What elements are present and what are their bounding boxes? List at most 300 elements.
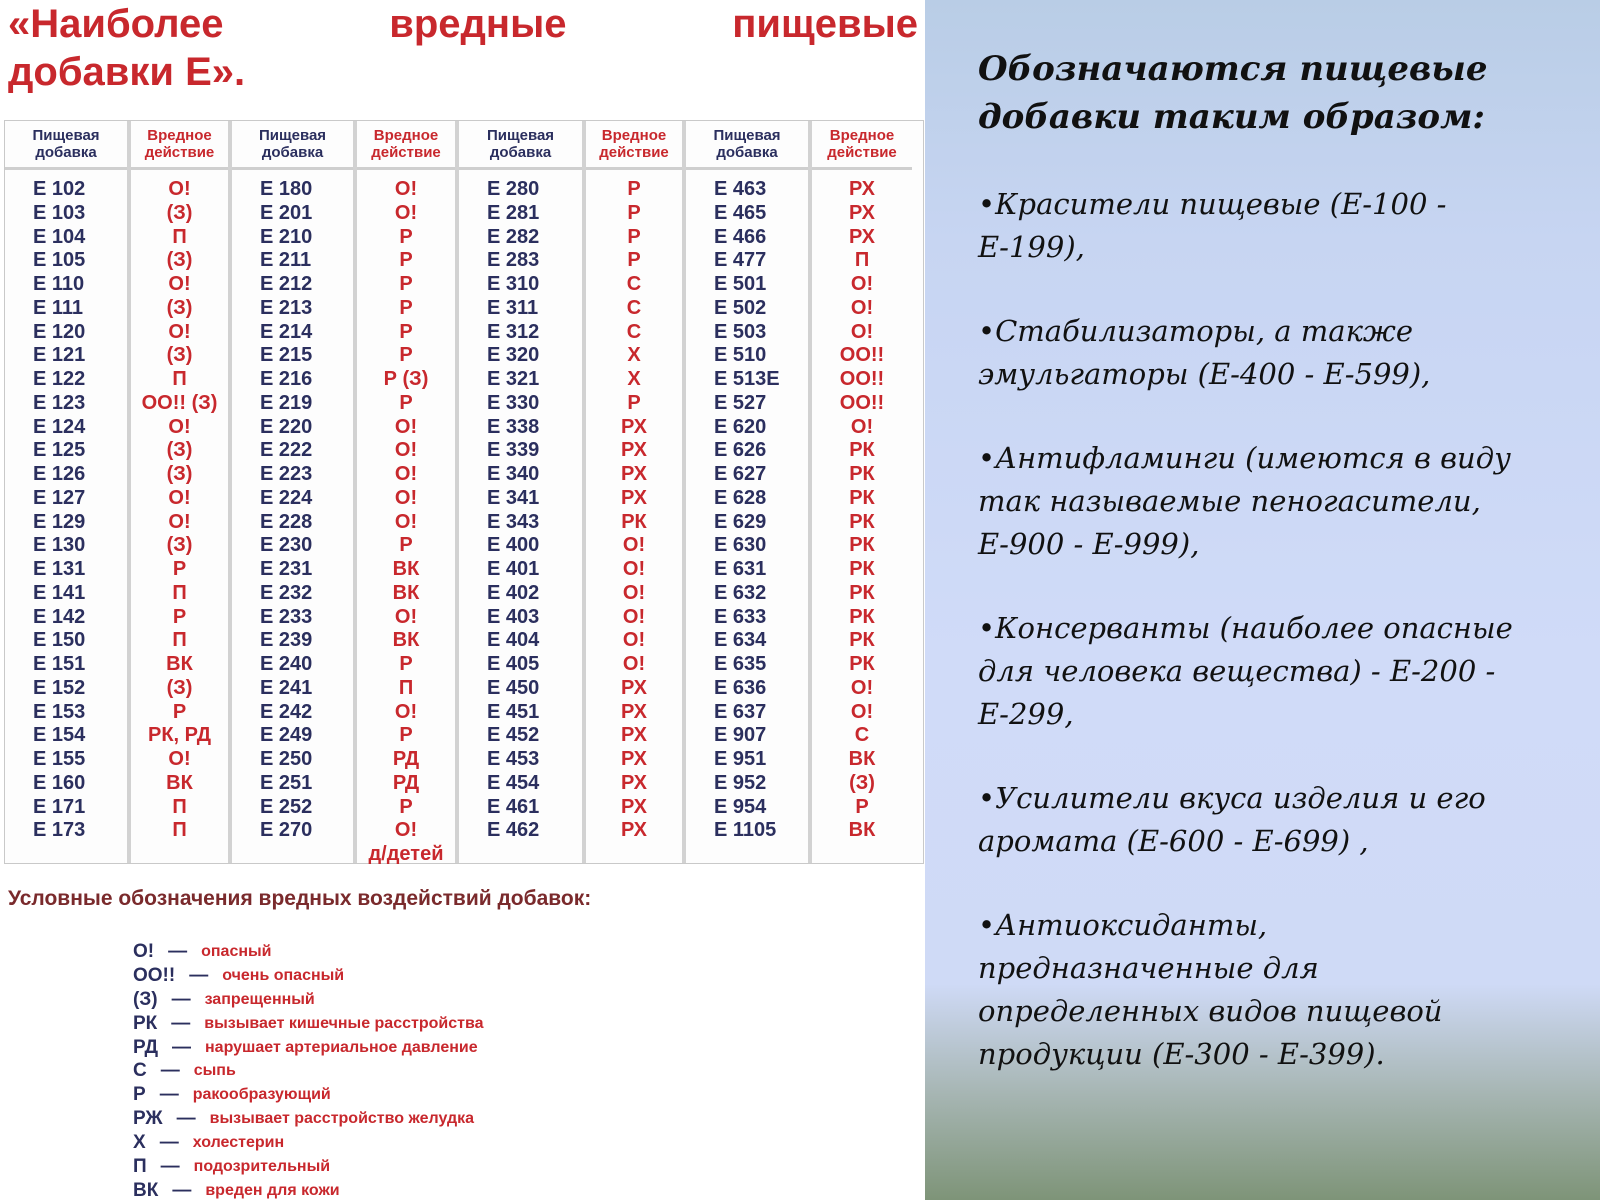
- additive-code-cell: Е 461: [487, 795, 540, 818]
- additive-code-cell: Е 211: [260, 249, 312, 272]
- legend-text: сыпь: [193, 1062, 236, 1080]
- additive-code-cell: Е 403: [487, 605, 540, 628]
- additive-code-cell: Е 141: [33, 581, 86, 604]
- harmful-effect-cell: С: [626, 273, 642, 295]
- legend-dash: —: [160, 1155, 180, 1177]
- column-header: Вредное действие: [131, 121, 228, 170]
- effect-column: [586, 121, 686, 863]
- additive-code-cell: Е 151: [33, 653, 86, 675]
- harmful-effect-cell: П: [172, 819, 187, 842]
- harmful-effect-cell: Р: [627, 178, 641, 200]
- additive-code-cell: Е 281: [487, 201, 540, 224]
- legend-item: [133, 1059, 693, 1083]
- additive-code-cell: Е 105: [33, 249, 86, 272]
- legend-dash: —: [168, 940, 188, 962]
- additive-code-cell: Е 527: [714, 391, 767, 414]
- additive-code-cell: Е 341: [487, 486, 540, 509]
- harmful-effect-cell: Р: [399, 653, 413, 675]
- additive-code-cell: Е 283: [487, 249, 540, 272]
- legend-code: О!: [133, 940, 155, 962]
- harmful-effect-cell: РК: [849, 439, 875, 462]
- harmful-effect-cell: (З): [166, 534, 193, 557]
- legend-item: [133, 940, 693, 964]
- additive-code-cell: Е 212: [260, 273, 313, 295]
- additive-code-cell: Е 632: [714, 581, 767, 604]
- legend-code: РЖ: [133, 1108, 163, 1130]
- legend-code: П: [133, 1155, 147, 1177]
- title-word: «Наиболее: [8, 2, 224, 46]
- harmful-effect-cell: О!: [850, 700, 874, 723]
- additive-code-cell: Е 231: [260, 558, 313, 580]
- additive-code-cell: Е 450: [487, 676, 540, 699]
- legend-item: [133, 964, 693, 988]
- legend-code: С: [133, 1060, 147, 1082]
- harmful-effect-cell: ОО!! (З): [141, 391, 218, 414]
- harmful-effect-cell: РХ: [621, 439, 647, 462]
- harmful-effect-cell: О!: [850, 415, 874, 438]
- additive-code-cell: Е 142: [33, 605, 86, 628]
- additive-code-cell: Е 222: [260, 439, 313, 462]
- harmful-effect-cell: Р: [627, 201, 641, 224]
- additive-code-cell: Е 463: [714, 178, 767, 200]
- harmful-effect-cell: Р: [627, 225, 641, 248]
- legend-code: ОО!!: [133, 964, 176, 986]
- harmful-effect-cell: ВК: [848, 819, 876, 842]
- legend-code: Х: [133, 1132, 146, 1154]
- harmful-effect-cell: РК: [621, 510, 647, 533]
- legend-item: [133, 1012, 693, 1036]
- harmful-effect-cell: д/детей: [368, 843, 444, 865]
- additive-code-cell: Е 954: [714, 795, 767, 818]
- additive-code-cell: Е 126: [33, 463, 86, 485]
- harmful-effect-cell: РХ: [849, 178, 875, 200]
- additive-code-cell: Е 251: [260, 771, 313, 794]
- harmful-effect-cell: РК: [849, 463, 875, 485]
- additive-code-cell: Е 477: [714, 249, 767, 272]
- harmful-effect-cell: О!: [850, 296, 874, 319]
- code-column: [5, 121, 131, 863]
- harmful-effect-cell: Р: [399, 273, 413, 295]
- harmful-effect-cell: РХ: [621, 463, 647, 485]
- additive-code-cell: Е 155: [33, 748, 86, 770]
- harmful-effect-cell: Р: [172, 558, 187, 580]
- harmful-effect-cell: О!: [394, 819, 418, 842]
- harmful-effect-cell: Р: [172, 605, 187, 628]
- additive-code-cell: Е 242: [260, 700, 313, 723]
- additive-code-cell: Е 510: [714, 344, 767, 367]
- legend-text: нарушает артериальное давление: [205, 1038, 478, 1056]
- legend-dash: —: [171, 1012, 191, 1034]
- description-list: [978, 183, 1538, 1117]
- harmful-effect-cell: РК: [849, 558, 875, 580]
- additive-code-cell: Е 228: [260, 510, 313, 533]
- legend-item: [133, 1155, 693, 1179]
- effect-column: [131, 121, 232, 863]
- additive-code-cell: Е 951: [714, 748, 767, 770]
- harmful-effect-cell: ВК: [848, 748, 876, 770]
- additive-code-cell: Е 120: [33, 320, 86, 343]
- legend-text: вреден для кожи: [205, 1181, 340, 1199]
- code-column: [459, 121, 586, 863]
- harmful-effect-cell: Р: [399, 391, 413, 414]
- harmful-effect-cell: О!: [394, 201, 418, 224]
- column-header: Пищевая добавка: [459, 121, 582, 170]
- additive-code-cell: Е 252: [260, 795, 313, 818]
- harmful-effect-cell: Р: [399, 534, 413, 557]
- additive-code-cell: Е 121: [33, 344, 86, 367]
- harmful-effect-cell: Р: [399, 344, 413, 367]
- list-item: •Консерванты (наиболее опасные для человека вещества) - Е-200 - Е-299,: [978, 611, 1513, 731]
- harmful-effect-cell: П: [172, 629, 187, 652]
- harmful-effect-cell: О!: [394, 178, 418, 200]
- additive-code-cell: Е 152: [33, 676, 86, 699]
- additive-code-cell: Е 405: [487, 653, 540, 675]
- additive-code-cell: Е 210: [260, 225, 313, 248]
- additive-code-cell: Е 404: [487, 629, 540, 652]
- harmful-effect-cell: Р: [399, 724, 413, 747]
- additive-code-cell: Е 232: [260, 581, 313, 604]
- harmful-effect-cell: РХ: [621, 700, 647, 723]
- additive-code-cell: Е 224: [260, 486, 313, 509]
- harmful-effect-cell: О!: [168, 748, 191, 770]
- column-header: Пищевая добавка: [686, 121, 808, 170]
- legend-item: [133, 1179, 693, 1203]
- legend-text: опасный: [201, 942, 272, 960]
- legend-code: ВК: [133, 1179, 159, 1201]
- harmful-effect-cell: Р: [399, 225, 413, 248]
- harmful-effect-cell: Р (З): [383, 368, 429, 390]
- additive-code-cell: Е 513Е: [714, 368, 780, 390]
- harmful-effect-cell: П: [172, 225, 187, 248]
- harmful-effect-cell: Р: [399, 320, 413, 343]
- additive-code-cell: Е 250: [260, 748, 313, 770]
- effect-column: [812, 121, 912, 863]
- harmful-effect-cell: О!: [394, 415, 418, 438]
- code-column: [232, 121, 357, 863]
- harmful-effect-cell: РХ: [621, 771, 647, 794]
- harmful-effect-cell: ВК: [392, 558, 420, 580]
- additive-code-cell: Е 171: [33, 795, 86, 818]
- additive-code-cell: Е 628: [714, 486, 767, 509]
- harmful-effect-cell: О!: [394, 463, 418, 485]
- additive-code-cell: Е 214: [260, 320, 313, 343]
- additive-code-cell: Е 633: [714, 605, 767, 628]
- harmful-effect-cell: ВК: [392, 629, 420, 652]
- additive-code-cell: Е 131: [33, 558, 86, 580]
- additive-code-cell: Е 282: [487, 225, 540, 248]
- additive-code-cell: Е 321: [487, 368, 540, 390]
- additive-code-cell: Е 635: [714, 653, 767, 675]
- legend-dash: —: [160, 1060, 180, 1082]
- legend-code: РД: [133, 1036, 159, 1058]
- additive-code-cell: Е 330: [487, 391, 540, 414]
- harmful-effect-cell: (З): [166, 344, 193, 367]
- legend-dash: —: [159, 1084, 179, 1106]
- harmful-effect-cell: Р: [855, 795, 869, 818]
- additive-code-cell: Е 637: [714, 700, 767, 723]
- harmful-effect-cell: ВК: [392, 581, 420, 604]
- additive-code-cell: Е 636: [714, 676, 767, 699]
- additive-code-cell: Е 239: [260, 629, 313, 652]
- harmful-effect-cell: ВК: [166, 653, 193, 675]
- additive-code-cell: Е 634: [714, 629, 767, 652]
- column-header: Пищевая добавка: [232, 121, 353, 170]
- harmful-effect-cell: РХ: [621, 819, 647, 842]
- additive-code-cell: Е 180: [260, 178, 313, 200]
- additive-code-cell: Е 340: [487, 463, 540, 485]
- harmful-effect-cell: (З): [166, 201, 193, 224]
- harmful-effect-cell: О!: [622, 629, 646, 652]
- harmful-effect-cell: РК: [849, 510, 875, 533]
- list-item: •Усилители вкуса изделия и его аромата (Е-600 - Е-699) ,: [978, 781, 1486, 858]
- harmful-effect-cell: РХ: [621, 415, 647, 438]
- additive-code-cell: Е 402: [487, 581, 540, 604]
- harmful-effect-cell: Р: [399, 795, 413, 818]
- harmful-effect-cell: РК: [849, 629, 875, 652]
- additive-code-cell: Е 452: [487, 724, 540, 747]
- additive-code-cell: Е 343: [487, 510, 540, 533]
- harmful-effect-cell: О!: [622, 653, 646, 675]
- legend-text: ракообразующий: [192, 1086, 331, 1104]
- harmful-effect-cell: О!: [622, 581, 646, 604]
- additive-code-cell: Е 129: [33, 510, 86, 533]
- additive-code-cell: Е 311: [487, 296, 539, 319]
- legend-item: [133, 1107, 693, 1131]
- legend-item: [133, 1083, 693, 1107]
- harmful-effect-cell: (З): [166, 439, 193, 462]
- harmful-effect-cell: П: [172, 795, 187, 818]
- additive-code-cell: Е 466: [714, 225, 767, 248]
- harmful-effect-cell: РХ: [621, 795, 647, 818]
- legend-item: [133, 1131, 693, 1155]
- additive-code-cell: Е 123: [33, 391, 86, 414]
- harmful-effect-cell: РХ: [849, 201, 875, 224]
- harmful-effect-cell: РК: [849, 653, 875, 675]
- title-word: вредные: [389, 2, 567, 46]
- additive-code-cell: Е 130: [33, 534, 86, 557]
- additive-code-cell: Е 220: [260, 415, 313, 438]
- harmful-effect-cell: РХ: [621, 486, 647, 509]
- harmful-effect-cell: О!: [168, 486, 191, 509]
- additive-code-cell: Е 629: [714, 510, 767, 533]
- harmful-effect-cell: П: [172, 368, 187, 390]
- harmful-effect-cell: О!: [168, 415, 191, 438]
- additive-code-cell: Е 216: [260, 368, 313, 390]
- additive-code-cell: Е 501: [714, 273, 767, 295]
- additive-code-cell: Е 280: [487, 178, 540, 200]
- legend-code: РК: [133, 1012, 158, 1034]
- harmful-effect-cell: ОО!!: [839, 391, 885, 414]
- additive-code-cell: Е 219: [260, 391, 313, 414]
- harmful-effect-cell: О!: [168, 273, 191, 295]
- column-header: Вредное действие: [586, 121, 682, 170]
- additive-code-cell: Е 104: [33, 225, 86, 248]
- harmful-effect-cell: О!: [850, 320, 874, 343]
- harmful-effect-cell: РХ: [621, 724, 647, 747]
- list-item: •Антифламинги (имеются в виду так называемые пеногасители, Е-900 - Е-999),: [978, 441, 1511, 561]
- harmful-effect-cell: РХ: [621, 748, 647, 770]
- harmful-effect-cell: Р: [627, 391, 641, 414]
- harmful-effect-cell: ОО!!: [839, 368, 885, 390]
- additive-code-cell: Е 310: [487, 273, 540, 295]
- harmful-effect-cell: (З): [166, 249, 193, 272]
- additive-code-cell: Е 620: [714, 415, 767, 438]
- harmful-effect-cell: О!: [168, 178, 191, 200]
- harmful-effect-cell: О!: [394, 439, 418, 462]
- harmful-effect-cell: РД: [392, 771, 420, 794]
- additive-code-cell: Е 462: [487, 819, 540, 842]
- harmful-effect-cell: О!: [622, 534, 646, 557]
- column-header: Вредное действие: [357, 121, 455, 170]
- additive-code-cell: Е 102: [33, 178, 86, 200]
- title-line-2: добавки Е».: [8, 50, 246, 94]
- description-panel: [925, 0, 1600, 1200]
- harmful-effect-cell: РК, РД: [148, 724, 211, 747]
- legend-item: [133, 1036, 693, 1060]
- harmful-effect-cell: Х: [627, 344, 641, 367]
- harmful-effect-cell: (З): [166, 296, 193, 319]
- harmful-effect-cell: РК: [849, 486, 875, 509]
- additive-code-cell: Е 213: [260, 296, 313, 319]
- harmful-effect-cell: С: [626, 320, 642, 343]
- legend-dash: —: [189, 964, 209, 986]
- additive-code-cell: Е 230: [260, 534, 313, 557]
- additive-code-cell: Е 631: [714, 558, 767, 580]
- additive-code-cell: Е 451: [487, 700, 540, 723]
- legend-code: (З): [133, 988, 158, 1010]
- harmful-effect-cell: Р: [399, 296, 413, 319]
- additive-code-cell: Е 223: [260, 463, 313, 485]
- legend-dash: —: [159, 1132, 179, 1154]
- harmful-effect-cell: П: [854, 249, 870, 272]
- additive-code-cell: Е 241: [260, 676, 313, 699]
- harmful-effect-cell: Р: [399, 249, 413, 272]
- additive-code-cell: Е 338: [487, 415, 540, 438]
- additive-code-cell: Е 249: [260, 724, 313, 747]
- additive-code-cell: Е 626: [714, 439, 767, 462]
- additive-code-cell: Е 215: [260, 344, 313, 367]
- legend-text: запрещенный: [204, 990, 315, 1008]
- harmful-effect-cell: ОО!!: [839, 344, 885, 367]
- harmful-effect-cell: Х: [627, 368, 641, 390]
- harmful-effect-cell: О!: [850, 273, 874, 295]
- additive-code-cell: Е 103: [33, 201, 86, 224]
- legend-text: вызывает расстройство желудка: [209, 1110, 475, 1128]
- list-item: •Антиоксиданты, предназначенные для определенных видов пищевой продукции (Е-300 - Е-399).: [978, 908, 1443, 1071]
- additive-code-cell: Е 1105: [714, 819, 777, 842]
- harmful-effect-cell: РД: [392, 748, 420, 770]
- additive-code-cell: Е 502: [714, 296, 767, 319]
- additive-code-cell: Е 173: [33, 819, 86, 842]
- legend-text: вызывает кишечные расстройства: [204, 1014, 484, 1032]
- additive-code-cell: Е 400: [487, 534, 540, 557]
- additive-code-cell: Е 124: [33, 415, 86, 438]
- harmful-effect-cell: О!: [622, 605, 646, 628]
- harmful-effect-cell: (З): [849, 771, 875, 794]
- additive-code-cell: Е 401: [487, 558, 540, 580]
- legend-dash: —: [176, 1108, 196, 1130]
- legend-item: [133, 988, 693, 1012]
- additive-code-cell: Е 122: [33, 368, 86, 390]
- additive-code-cell: Е 270: [260, 819, 313, 842]
- harmful-effect-cell: РК: [849, 605, 875, 628]
- harmful-effect-cell: О!: [622, 558, 646, 580]
- harmful-effect-cell: П: [172, 581, 187, 604]
- harmful-effect-cell: (З): [166, 676, 193, 699]
- harmful-effect-cell: П: [398, 676, 414, 699]
- list-item: •Красители пищевые (Е-100 - Е-199),: [978, 187, 1447, 264]
- additive-code-cell: Е 453: [487, 748, 540, 770]
- additive-code-cell: Е 240: [260, 653, 313, 675]
- description-heading: Обозначаются пищевые добавки таким образом:: [978, 49, 1488, 137]
- additive-code-cell: Е 627: [714, 463, 767, 485]
- legend-code: Р: [133, 1084, 146, 1106]
- additive-code-cell: Е 153: [33, 700, 86, 723]
- legend-title: Условные обозначения вредных воздействий добавок:: [8, 887, 592, 910]
- harmful-effect-cell: Р: [172, 700, 187, 723]
- additive-code-cell: Е 339: [487, 439, 540, 462]
- legend-text: очень опасный: [222, 966, 345, 984]
- harmful-effect-cell: РХ: [621, 676, 647, 699]
- harmful-effect-cell: О!: [850, 676, 874, 699]
- additive-code-cell: Е 233: [260, 605, 313, 628]
- column-header: Пищевая добавка: [5, 121, 127, 170]
- harmful-effect-cell: О!: [168, 510, 191, 533]
- additive-code-cell: Е 110: [33, 273, 85, 295]
- harmful-effect-cell: РК: [849, 534, 875, 557]
- harmful-effect-cell: ВК: [166, 771, 193, 794]
- additive-code-cell: Е 127: [33, 486, 86, 509]
- harmful-effect-cell: РК: [849, 581, 875, 604]
- additive-code-cell: Е 952: [714, 771, 767, 794]
- additive-code-cell: Е 320: [487, 344, 540, 367]
- harmful-effect-cell: О!: [394, 510, 418, 533]
- additive-code-cell: Е 111: [33, 296, 84, 319]
- additive-code-cell: Е 150: [33, 629, 86, 652]
- additive-code-cell: Е 630: [714, 534, 767, 557]
- additive-code-cell: Е 907: [714, 724, 767, 747]
- legend-dash: —: [172, 1036, 192, 1058]
- additive-code-cell: Е 312: [487, 320, 540, 343]
- harmful-effect-cell: РХ: [849, 225, 875, 248]
- legend-list: [133, 940, 693, 1203]
- additive-code-cell: Е 454: [487, 771, 540, 794]
- column-header: Вредное действие: [812, 121, 912, 170]
- legend-dash: —: [171, 988, 191, 1010]
- additive-code-cell: Е 201: [260, 201, 313, 224]
- harmful-effect-cell: О!: [394, 605, 418, 628]
- code-column: [686, 121, 812, 863]
- harmful-effect-cell: О!: [168, 320, 191, 343]
- additive-code-cell: Е 503: [714, 320, 767, 343]
- harmful-effect-cell: О!: [394, 700, 418, 723]
- additives-table: [4, 120, 924, 864]
- additive-code-cell: Е 125: [33, 439, 86, 462]
- additive-code-cell: Е 154: [33, 724, 86, 747]
- additive-code-cell: Е 465: [714, 201, 767, 224]
- title-word: пищевые: [732, 2, 918, 46]
- harmful-effect-cell: С: [626, 296, 642, 319]
- harmful-effect-cell: О!: [394, 486, 418, 509]
- harmful-effect-cell: (З): [166, 463, 193, 485]
- harmful-effect-cell: С: [854, 724, 870, 747]
- harmful-effect-cell: Р: [627, 249, 641, 272]
- legend-text: подозрительный: [193, 1157, 331, 1175]
- page-title: [8, 0, 918, 96]
- effect-column: [357, 121, 459, 863]
- legend-text: холестерин: [192, 1134, 285, 1152]
- list-item: •Стабилизаторы, а также эмульгаторы (Е-400 - Е-599),: [978, 314, 1431, 391]
